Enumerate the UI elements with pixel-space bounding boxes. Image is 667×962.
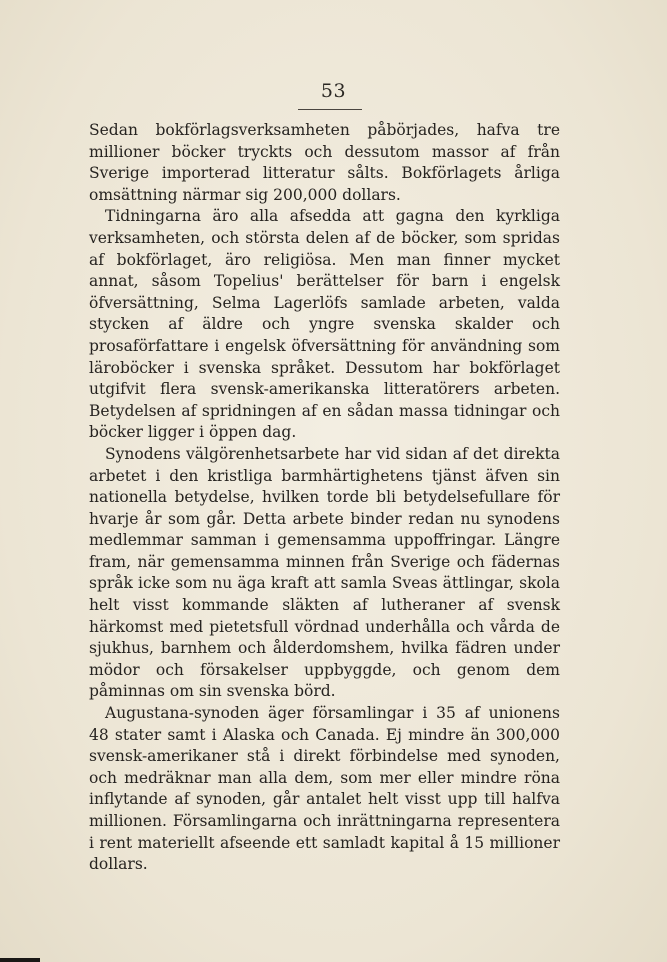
paragraph-2: Tidningarna äro alla afsedda att gagna den kyrkliga verksamheten, och största delen af de böcker, som spridas af bokförlaget, äro religiösa. Men man finner mycket annat, såsom Topelius' berättelser för barn i engelsk öfversättning, Selma Lagerlöfs samlade arbeten, valda stycken af äldre och yngre svenska skalder och prosaförfattare i engelsk öfversättning för användning som läroböcker i svenska språket. Dessutom har bokförlaget utgifvit flera svensk-amerikanska litteratörers arbeten. Betydelsen af spridningen af en sådan massa tidningar och böcker ligger i öppen dag. [89, 207, 560, 442]
page-number: 53 [320, 80, 347, 102]
paragraph-1: Sedan bokförlagsverksamheten påbörjades, hafva tre millioner böcker tryckts och dessutom massor af från Sverige importerad litteratur sålts. Bokförlagets årliga omsättning närmar sig 200,000 dollars. [89, 121, 560, 204]
paragraph-3: Synodens välgörenhetsarbete har vid sidan af det direkta arbetet i den kristliga barmhärtighetens tjänst äfven sin nationella betydelse, hvilken torde bli betydelsefullare för hvarje år som går. Detta arbete binder redan nu synodens medlemmar samman i gemensamma uppoffringar. Längre fram, när gemensamma minnen från Sverige och fädernas språk icke som nu äga kraft att samla Sveas ättlingar, skola helt visst kommande släkten af lutheraner af svensk härkomst med pietetsfull vördnad underhålla och vårda de sjukhus, barnhem och ålderdomshem, hvilka fädren under mödor och försakelser uppbyggde, och genom dem påminnas om sin svenska börd. [89, 444, 560, 701]
scan-edge-mark [0, 958, 40, 962]
paragraph-4: Augustana-synoden äger församlingar i 35 af unionens 48 stater samt i Alaska och Canada. Ej mindre än 300,000 svensk-amerikaner stå i direkt förbindelse med synoden, och medräknar man alla dem, som mer eller mindre röna inflytande af synoden, går antalet helt visst upp till halfva millionen. Församlingarna och inrättningarna representera i rent materiellt afseende ett samladt kapital å 15 millioner dollars. [89, 704, 560, 874]
header-rule [298, 109, 362, 110]
body-text [89, 120, 560, 876]
